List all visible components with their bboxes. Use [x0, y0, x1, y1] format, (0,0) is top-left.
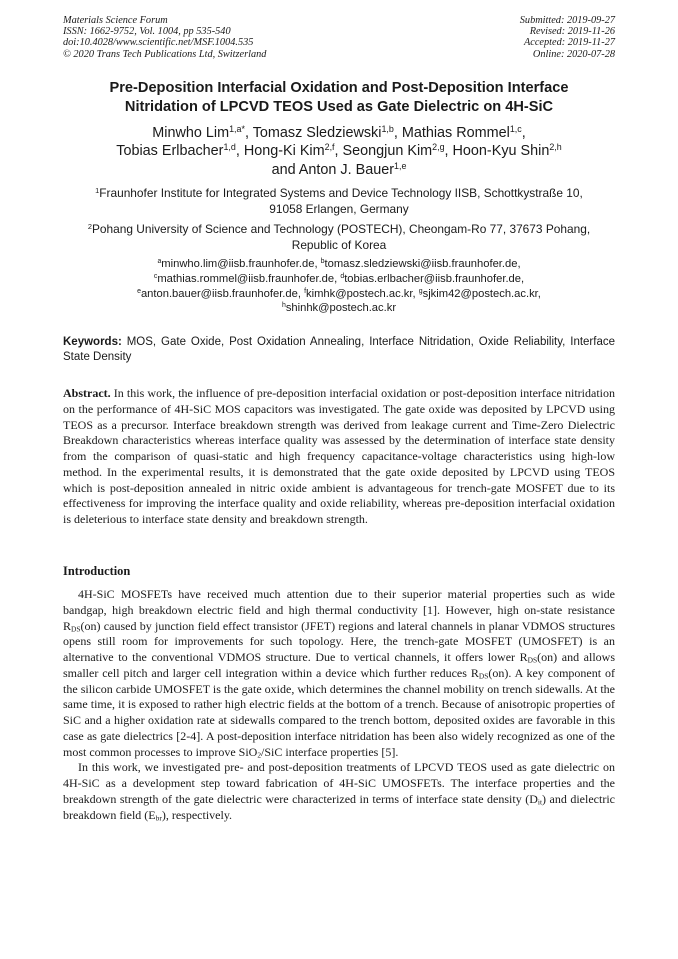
author-affiliation-mark: 1,c	[509, 124, 522, 135]
affiliation-line: Pohang University of Science and Technology (POSTECH), Cheongam-Ro 77, 37673 Pohang,	[91, 222, 591, 236]
author-name: Tomasz Sledziewski	[252, 125, 382, 141]
author-line-1: Minwho Lim$^{1,a*}$, Tomasz Sledziewski$^{1,b}$, Mathias Rommel$^{1,c}$,	[152, 124, 526, 141]
author-affiliation-mark: 2,h	[549, 142, 562, 153]
email-link[interactable]: tomasz.sledziewski@iisb.fraunhofer.de	[324, 258, 518, 270]
intro-paragraph-1: 4H-SiC MOSFETs have received much attention due to their superior material properties such as wide bandgap, high breakdown electric field and high thermal conductivity [1]. However, high on-state resistance $R_{DS}(on)$ caused by junction field effect transistor (JFET) regions and lateral channels in planar VDMOS structures opens still room for improvements for such topology. Here, the trench-gate MOSFET (UMOSFET) is an alternative to the conventional VDMOS structure. Due to vertical channels, it offers lower $R_{DS}(on)$ and allows smaller cell pitch and larger cell integration within a device which further reduces $R_{DS}(on)$. A key component of the silicon carbide UMOSFET is the gate oxide, which determines the channel mobility on trench sidewalls. At the same time, it is exposed to rather high electric fields at the bottom of a trench. Because of anisotropic properties of SiC and a higher oxidation rate at sidewalls compared to the trench bottom, deposited oxides are favorable in this case as gate dielectrics [2-4]. A post-deposition interface nitridation has been also widely recognized as one of the most common processes to improve SiO$_2$/SiC interface properties [5].	[63, 587, 615, 759]
affiliation-line: Republic of Korea	[291, 238, 387, 253]
revised-date: Revised: 2019-11-26	[529, 26, 615, 38]
affiliation-number: 2	[87, 221, 92, 231]
author-affiliation-mark: 1,d	[223, 142, 236, 153]
author-name: Seongjun Kim	[342, 143, 433, 160]
publication-dates	[520, 15, 615, 60]
submitted-date: Submitted: 2019-09-27	[519, 15, 615, 26]
keywords-label: Keywords:	[63, 336, 122, 348]
author-name: Hong-Ki Kim	[243, 143, 325, 160]
journal-issn: ISSN: 1662-9752, Vol. 1004, pp 535-540	[63, 26, 231, 38]
author-line-2: Tobias Erlbacher$^{1,d}$, Hong-Ki Kim$^{2,f}$, Seongjun Kim$^{2,g}$, Hoon-Kyu Shin$^{2,h}$	[116, 142, 562, 160]
journal-copyright: © 2020 Trans Tech Publications Ltd, Switzerland	[63, 48, 267, 60]
keywords-text: MOS, Gate Oxide, Post Oxidation Annealing, Interface Nitridation, Oxide Reliability, Interface State Density	[63, 336, 615, 364]
keywords	[63, 335, 615, 366]
author-name: and Anton J. Bauer	[271, 161, 395, 178]
journal-doi: doi:10.4028/www.scientific.net/MSF.1004.535	[63, 37, 254, 49]
journal-name: Materials Science Forum	[63, 15, 168, 26]
online-date: Online: 2020-07-28	[532, 48, 615, 60]
introduction-body	[63, 587, 615, 823]
author-name: Hoon-Kyu Shin	[452, 143, 550, 160]
title-line-2: Nitridation of LPCVD TEOS Used as Gate Dielectric on 4H-SiC	[124, 99, 554, 115]
accepted-date: Accepted: 2019-11-27	[523, 37, 615, 49]
author-affiliation-mark: 1,a*	[229, 124, 245, 135]
title-line-1: Pre-Deposition Interfacial Oxidation and Post-Deposition Interface	[109, 80, 569, 96]
paper-title	[40, 79, 638, 117]
abstract	[63, 386, 615, 528]
email-link[interactable]: tobias.erlbacher@iisb.fraunhofer.de	[344, 272, 521, 285]
email-link[interactable]: anton.bauer@iisb.fraunhofer.de	[140, 287, 298, 300]
author-affiliation-mark: 2,g	[432, 142, 445, 153]
email-link[interactable]: shinhk@postech.ac.kr	[285, 302, 397, 315]
affiliation-line: Fraunhofer Institute for Integrated Systems and Device Technology IISB, Schottkystraße 10,	[99, 186, 583, 200]
email-link[interactable]: mathias.rommel@iisb.fraunhofer.de	[157, 272, 335, 285]
author-emails: $^a$minwho.lim@iisb.fraunhofer.de, $^b$tomasz.sledziewski@iisb.fraunhofer.de, $^c$mathias.rommel@iisb.fraunhofer.de, $^d$tobias.erlbacher@iisb.fraunhofer.de, $^e$anton.bauer@iisb.fraunhofer.de, $^f$kimhk@postech.ac.kr, $^g$sjkim42@postech.ac.kr, $^h$shinhk@postech.ac.kr	[137, 258, 541, 315]
section-heading-introduction: Introduction	[63, 564, 131, 578]
author-affiliation-mark: 1,e	[394, 160, 407, 171]
author-line-3	[40, 161, 638, 179]
affiliation-number: 1	[95, 185, 100, 195]
author-list	[40, 124, 638, 179]
author-name: Minwho Lim	[152, 125, 230, 141]
email-link[interactable]: minwho.lim@iisb.fraunhofer.de	[161, 258, 315, 270]
abstract-label: Abstract.	[63, 386, 111, 400]
intro-paragraph-2: In this work, we investigated pre- and post-deposition treatments of LPCVD TEOS used as gate dielectric on 4H-SiC as a development step toward fabrication of 4H-SiC UMOSFETs. The interface properties and the breakdown strength of the gate dielectric were characterized in terms of interface state density $(D_{it})$ and dielectric breakdown field $(E_{br})$, respectively.	[63, 760, 615, 822]
author-name: Mathias Rommel	[401, 125, 510, 141]
abstract-text: In this work, the influence of pre-deposition interfacial oxidation or post-deposition interface nitridation on the performance of 4H-SiC MOS capacitors was investigated. The gate oxide was deposited by LPCVD using TEOS as a precursor. Interface breakdown strength was derived from leakage current and Time-Zero Dielectric Breakdown characteristics whereas interface quality was assessed by the determination of interface state density from the comparison of quasi-static and high frequency capacitance-voltage characteristics using high-low method. In the experimental results, it is demonstrated that the gate oxide deposited by LPCVD using TEOS which is post-deposition annealed in nitric oxide ambient is advantageous for trench-gate MOSFET due to its effectiveness for improving the interface quality and oxide reliability, whereas pre-deposition interfacial oxidation is deleterious to interface state density and breakdown strength.	[63, 386, 615, 526]
author-affiliation-mark: 2,f	[324, 142, 335, 153]
email-link[interactable]: kimhk@postech.ac.kr	[306, 287, 413, 300]
affiliation-line: 91058 Erlangen, Germany	[269, 202, 409, 217]
author-affiliation-mark: 1,b	[381, 124, 394, 135]
affiliation-2	[40, 221, 638, 253]
affiliation-1	[40, 185, 638, 217]
author-name: Tobias Erlbacher	[116, 143, 224, 160]
journal-header	[63, 15, 266, 60]
email-link[interactable]: sjkim42@postech.ac.kr	[422, 287, 538, 300]
